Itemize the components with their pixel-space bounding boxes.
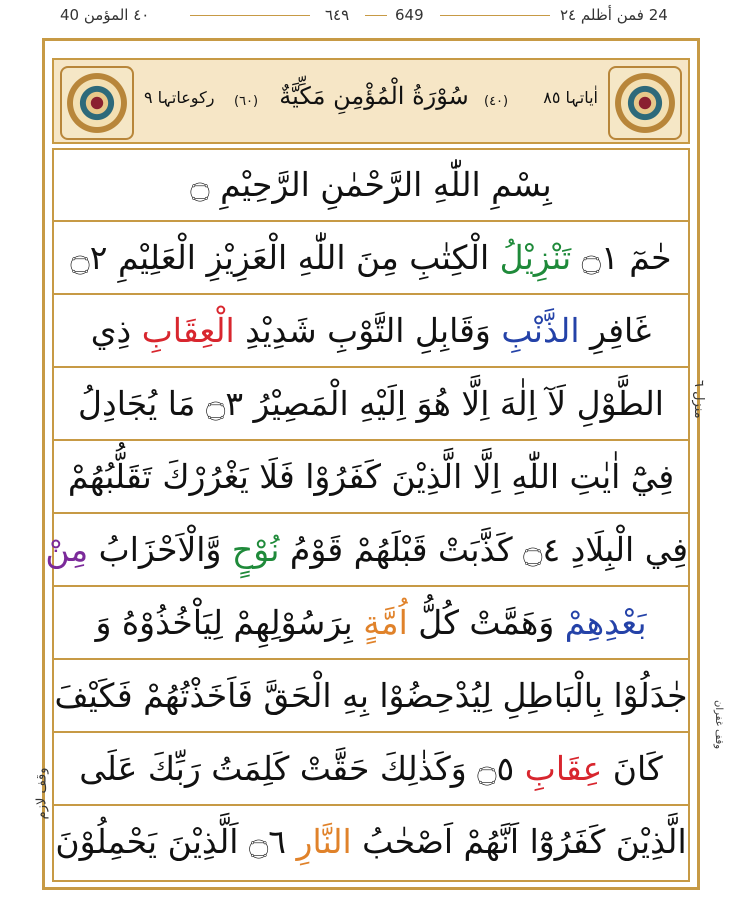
header-page-number: 649 [395,6,424,24]
verse-text: نُوْحٍ [231,530,280,569]
margin-note: وقف غفران [713,700,724,750]
verse-text: الْكِتٰبِ مِنَ اللّٰهِ الْعَزِيْزِ الْعَلِيْمِ ۝٢ [70,238,500,277]
verse-text: الطَّوْلِ لَآ اِلٰهَ اِلَّا هُوَ اِلَيْهِ الْمَصِيْرُ ۝٣ مَا يُجَادِلُ [78,384,664,423]
verse-text: بَعْدِهِمْ [564,603,647,642]
verse-line [54,734,688,806]
verse-text: ۝٥ وَكَذٰلِكَ حَقَّتْ كَلِمَتُ رَبِّكَ عَلَى [79,749,525,788]
verse-text: ذِي [90,311,142,350]
verse-text: وَهَمَّتْ كُلُّ [407,603,565,642]
verse-lines [45,148,690,882]
waqf-marker: وقف لازم [34,767,50,820]
verse-text: الَّذِيْنَ كَفَرُوْٓا اَنَّهُمْ اَصْحٰبُ [351,822,687,861]
ayat-number: (٤٠) [484,94,509,109]
ornament-left-icon [60,66,134,140]
header-right-label: 24 فمن أظلم ٢٤ [560,6,668,24]
surah-title-band [52,58,690,144]
verse-text: الْعِقَابِ [141,311,235,350]
verse-text: وَّالْاَحْزَابُ [88,530,232,569]
verse-text: اُمَّةٍ [363,603,408,642]
surah-title: سُوْرَةُ الْمُؤْمِنِ مَكِّيَّةٌ [279,82,469,110]
page-header [0,0,750,40]
verse-line [54,150,688,222]
verse-text: فِي الْبِلَادِ ۝٤ كَذَّبَتْ قَبْلَهُمْ قَوْمُ [279,530,688,569]
verse-text: تَنْزِيْلُ [499,238,572,277]
ruku-count: رکوعاتہا ٩ [144,88,215,107]
header-left-label: ٤٠ المؤمن 40 [60,6,150,24]
verse-text: مِنْ [45,530,89,569]
verse-line [54,807,688,877]
ayat-count: اٰیاتہا ٨٥ [543,88,598,107]
verse-line [54,661,688,733]
verse-line [54,442,688,514]
verse-text: غَافِرِ [579,311,652,350]
verse-text: بِسْمِ اللّٰهِ الرَّحْمٰنِ الرَّحِيْمِ ۝ [190,165,552,204]
verse-text: ۝٦ اَلَّذِيْنَ يَحْمِلُوْنَ [55,822,297,861]
verse-text: النَّارِ [296,822,352,861]
manzil-marker: منزل ٦ [691,380,706,419]
verse-line [54,296,688,368]
header-center-arabic: ٦٤٩ [325,6,350,24]
verse-text: عِقَابِ [524,749,603,788]
verse-line [45,515,688,587]
verse-text: وَقَابِلِ التَّوْبِ شَدِيْدِ [234,311,502,350]
verse-text: الذَّنْبِ [501,311,580,350]
verse-text: حٰمٓ ۝١ [571,238,672,277]
verse-text: جٰدَلُوْا بِالْبَاطِلِ لِيُدْحِضُوْا بِهِ الْحَقَّ فَاَخَذْتُهُمْ فَكَيْفَ [54,676,688,715]
verse-text: كَانَ [602,749,663,788]
verse-line [54,369,688,441]
ruku-number: (٦٠) [234,94,259,109]
verse-text: بِرَسُوْلِهِمْ لِيَاْخُذُوْهُ وَ [95,603,364,642]
verse-line [54,223,688,295]
verse-text: فِيْٓ اٰيٰتِ اللّٰهِ اِلَّا الَّذِيْنَ كَفَرُوْا فَلَا يَغْرُرْكَ تَقَلُّبُهُمْ [67,457,675,496]
verse-line [54,588,688,660]
ornament-right-icon [608,66,682,140]
